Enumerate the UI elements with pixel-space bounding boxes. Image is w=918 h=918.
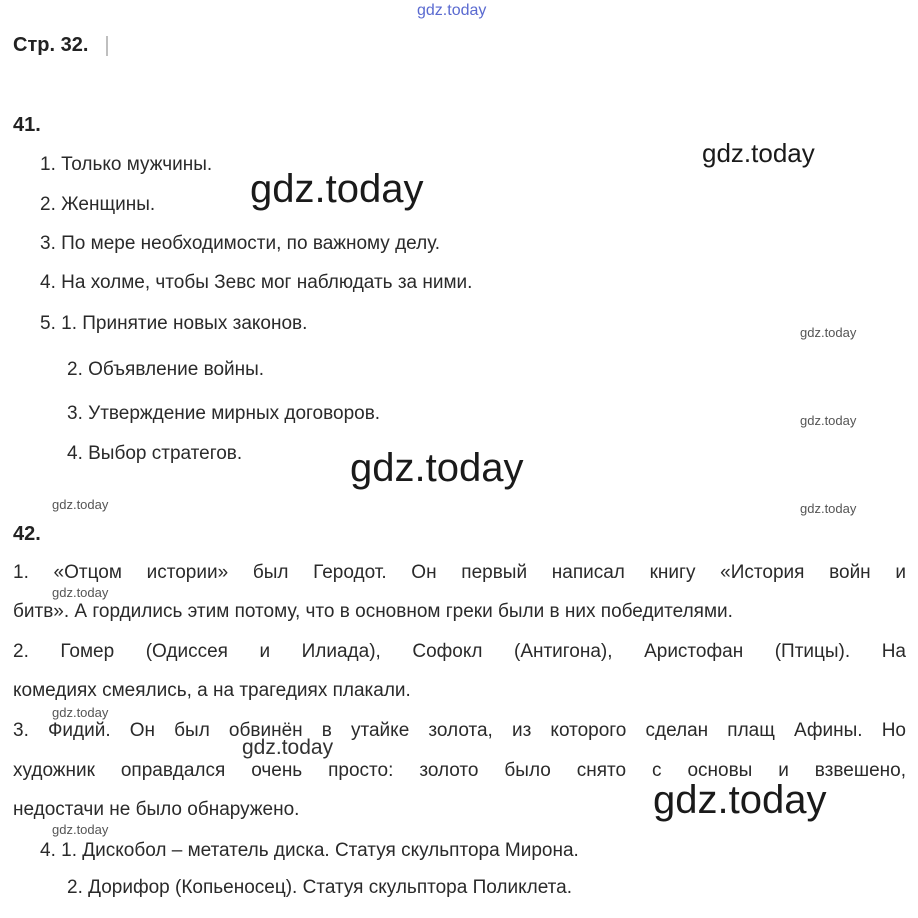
- watermark: gdz.today: [800, 413, 857, 428]
- watermark: gdz.today: [52, 822, 109, 837]
- watermark: gdz.today: [702, 138, 815, 168]
- watermark: gdz.today: [52, 497, 109, 512]
- paragraph-42-4-line-2: 2. Дорифор (Копьеносец). Статуя скульптора Поликлета.: [67, 877, 572, 898]
- sublist-item-41-5-4: 4. Выбор стратегов.: [67, 443, 243, 464]
- paragraph-42-1-line-1: 1. «Отцом истории» был Геродот. Он первый написал книгу «История войн и: [13, 562, 906, 583]
- paragraph-42-2-line-2: комедиях смеялись, а на трагедиях плакали.: [13, 680, 411, 701]
- watermark: gdz.today: [653, 778, 827, 822]
- paragraph-42-1-line-2: битв». А гордились этим потому, что в основном греки были в них победителями.: [13, 601, 733, 622]
- watermark: gdz.today: [350, 446, 524, 490]
- watermark: gdz.today: [800, 501, 857, 516]
- section-42-number: 42.: [13, 523, 41, 545]
- sublist-item-41-5-3: 3. Утверждение мирных договоров.: [67, 403, 381, 424]
- paragraph-42-3-line-1: 3. Фидий. Он был обвинён в утайке золота, из которого сделан плащ Афины. Но: [13, 720, 906, 741]
- sublist-item-41-5-2: 2. Объявление войны.: [67, 359, 265, 380]
- page-title: Стр. 32.: [13, 34, 89, 56]
- watermark-top: gdz.today: [417, 2, 487, 19]
- watermark: gdz.today: [242, 736, 334, 759]
- paragraph-42-3-line-2: художник оправдался очень просто: золото было снято с основы и взвешено,: [13, 760, 906, 781]
- list-item-41-4: 4. На холме, чтобы Зевс мог наблюдать за ними.: [40, 272, 473, 293]
- watermark: gdz.today: [250, 167, 424, 211]
- watermark: gdz.today: [52, 585, 109, 600]
- paragraph-42-3-line-3: недостачи не было обнаружено.: [13, 799, 300, 820]
- watermark: gdz.today: [52, 705, 109, 720]
- list-item-41-5: 5. 1. Принятие новых законов.: [40, 313, 308, 334]
- list-item-41-3: 3. По мере необходимости, по важному делу.: [40, 233, 441, 254]
- paragraph-42-2-line-1: 2. Гомер (Одиссея и Илиада), Софокл (Антигона), Аристофан (Птицы). На: [13, 641, 906, 662]
- list-item-41-1: 1. Только мужчины.: [40, 154, 213, 175]
- text-caret: [106, 36, 108, 56]
- watermark: gdz.today: [800, 325, 857, 340]
- list-item-41-2: 2. Женщины.: [40, 194, 156, 215]
- section-41-number: 41.: [13, 114, 41, 136]
- paragraph-42-4-line-1: 4. 1. Дискобол – метатель диска. Статуя скульптора Мирона.: [40, 840, 579, 861]
